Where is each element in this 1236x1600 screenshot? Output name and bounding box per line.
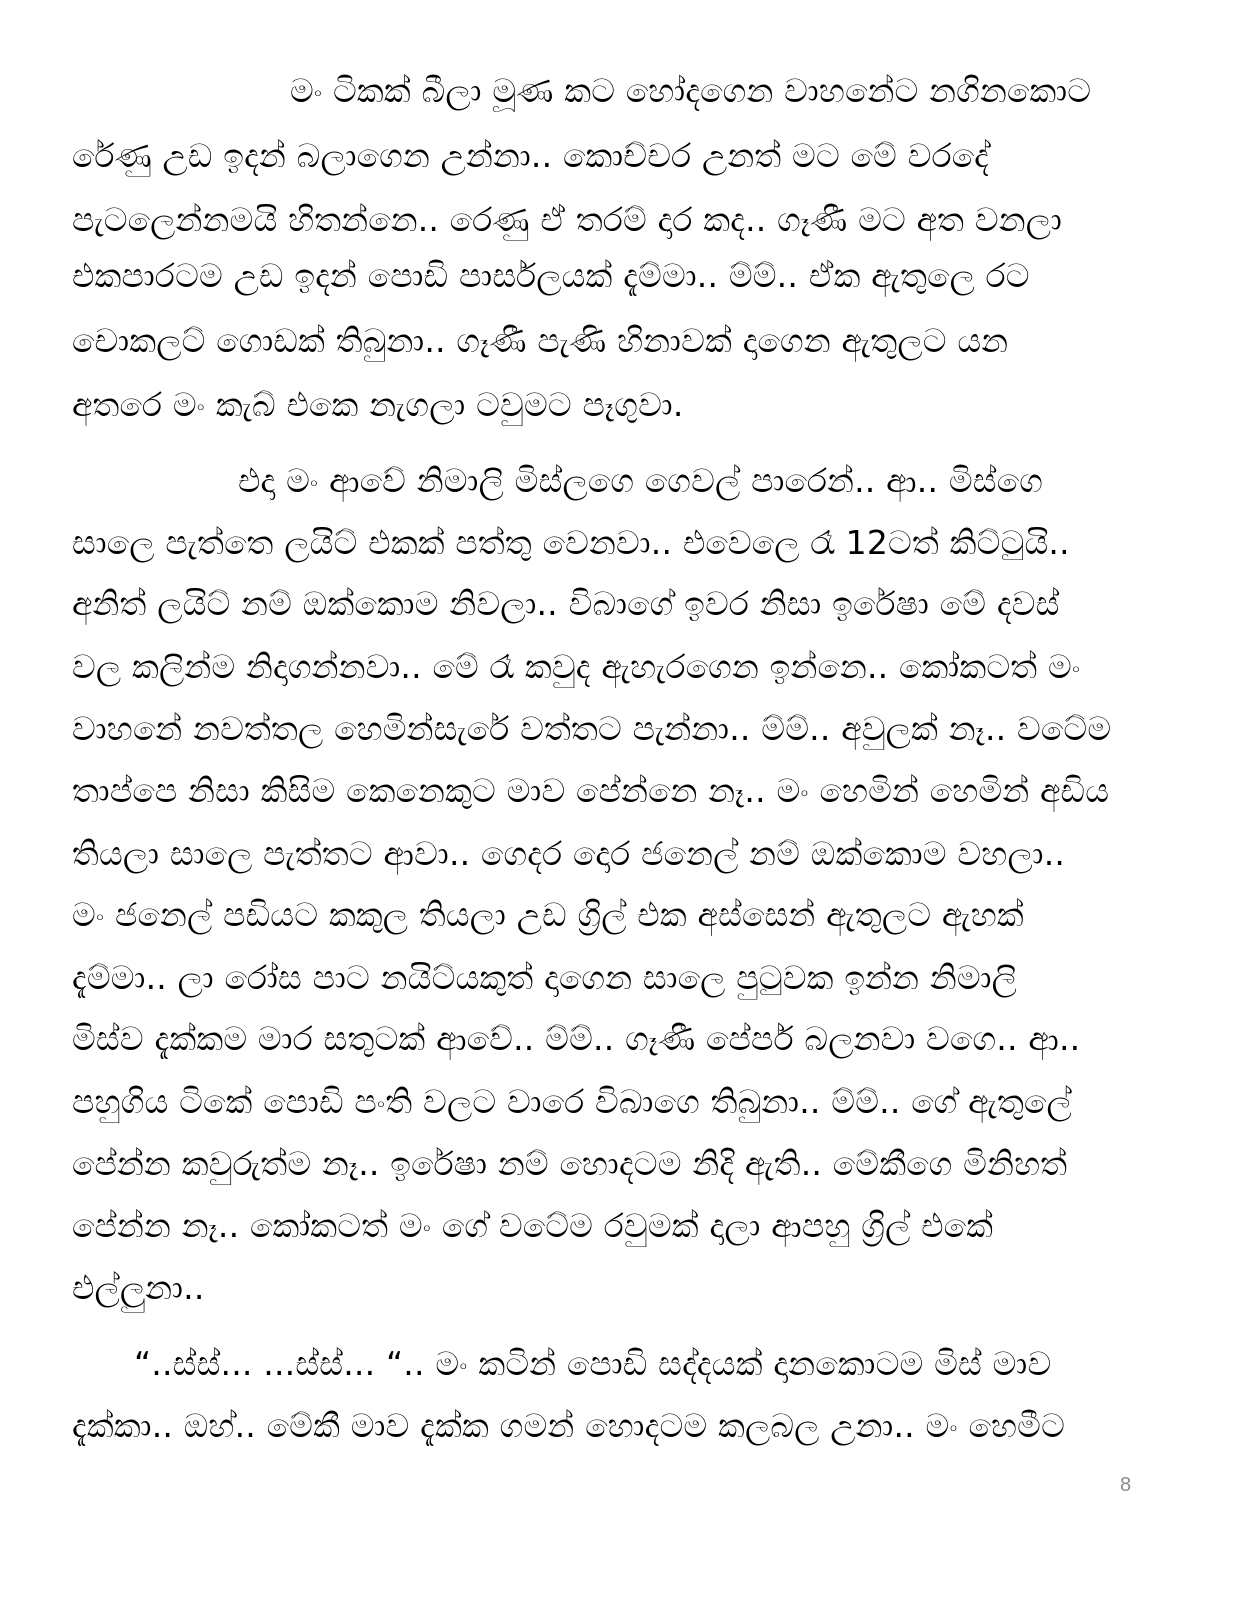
text-line: පැටලෙන්නමයි හිතන්නෙ.. රෙණු ඒ තරම් දාර කද.. ගෑණී මට අත වනලා	[72, 200, 1063, 239]
text-line: එල්ලුනා..	[72, 1268, 205, 1307]
text-line: පහුගිය ටිකේ පොඩි පංති වලට වාරෙ විබාගෙ තිබුනා.. ම්ම්.. ගේ ඇතුලේ	[72, 1082, 1072, 1121]
page-number: 8	[1120, 1474, 1132, 1496]
text-line: “..ස්ස්... ...ස්ස්... “.. මං කටින් පොඩි සද්දයක් දානකොටම මිස් මාව	[134, 1344, 1052, 1383]
text-line: මිස්ව දැක්කම මාර සතුටක් ආවේ.. ම්ම්.. ගෑණී පේපර් බලනවා වගෙ.. ආ..	[72, 1019, 1081, 1058]
text-line: චොකලට් ගොඩක් තිබුනා.. ගෑණී පැණි හිනාවක් දාගෙන ඇතුලට යන	[72, 321, 1009, 360]
text-line: දැක්කා.. ඔහ්.. මේකී මාව දැක්ක ගමන් හොදටම කලබල උනා.. මං හෙමීට	[72, 1406, 1066, 1445]
text-line: දැම්මා.. ලා රෝස පාට නයිට්යකුත් දාගෙන සාලෙ පුටුවක ඉන්න නිමාලි	[72, 958, 1018, 997]
text-line: එදා මං ආවේ නිමාලි මිස්ලගෙ ගෙවල් පාරෙන්.. ආ.. මිස්ගෙ	[238, 461, 1043, 500]
text-line: මං ටිකක් බීලා මූණ කට හෝදගෙන වාහනේට නගිනකොට	[290, 71, 1092, 110]
text-line: අනිත් ලයිට් නම් ඔක්කොම නිවලා.. විබාගේ ඉවර නිසා ඉරේෂා මේ දවස්	[72, 584, 1060, 623]
text-line: පේන්න නෑ.. කෝකටත් මං ගේ වටේම රවුමක් දාලා ආපහු ග්‍රිල් එකේ	[72, 1206, 994, 1245]
text-line: පේන්න කවුරුත්ම නෑ.. ඉරේෂා නම් හොදටම නිදි ඇති.. මේකීගෙ මිනිහත්	[72, 1144, 1068, 1183]
text-line: රේණු උඩ ඉදන් බලාගෙන උන්නා.. කොච්චර උනත් මට මේ වරදේ	[72, 136, 990, 175]
text-line: වාහනේ නවත්තල හෙමින්සැරේ වත්තට පැන්නා.. ම්ම්.. අවුලක් නෑ.. වටේම	[72, 709, 1112, 748]
text-line: එකපාරටම උඩ ඉදන් පොඩි පාර්සලයක් දැම්මා.. ම්ම්.. ඒක ඇතුලෙ රට	[72, 256, 1030, 295]
text-line: වල කලින්ම නිදාගන්නවා.. මේ රෑ කවුද ඇහැරගෙන ඉන්නෙ.. කෝකටත් මං	[72, 647, 1081, 686]
text-line: අතරෙ මං කැබ් එකෙ නැගලා ටවුමට පෑගුවා.	[72, 385, 684, 424]
text-line: මං ජනෙල් පඩියට කකුල තියලා උඩ ග්‍රිල් එක අස්සෙන් ඇතුලට ඇහක්	[72, 895, 1024, 934]
text-line: තියලා සාලෙ පැත්තට ආවා.. ගෙදර දොර ජනෙල් නම් ඔක්කොම වහලා..	[72, 834, 1066, 873]
text-line: තාප්පෙ නිසා කිසිම කෙනෙකුට මාව පේන්නෙ නෑ.. මං හෙමින් හෙමින් අඩිය	[72, 771, 1110, 810]
text-line: සාලෙ පැත්තෙ ලයිට් එකක් පත්තු වෙනවා.. එවෙලෙ රෑ 12ටත් කිට්ටුයි..	[72, 523, 1070, 562]
